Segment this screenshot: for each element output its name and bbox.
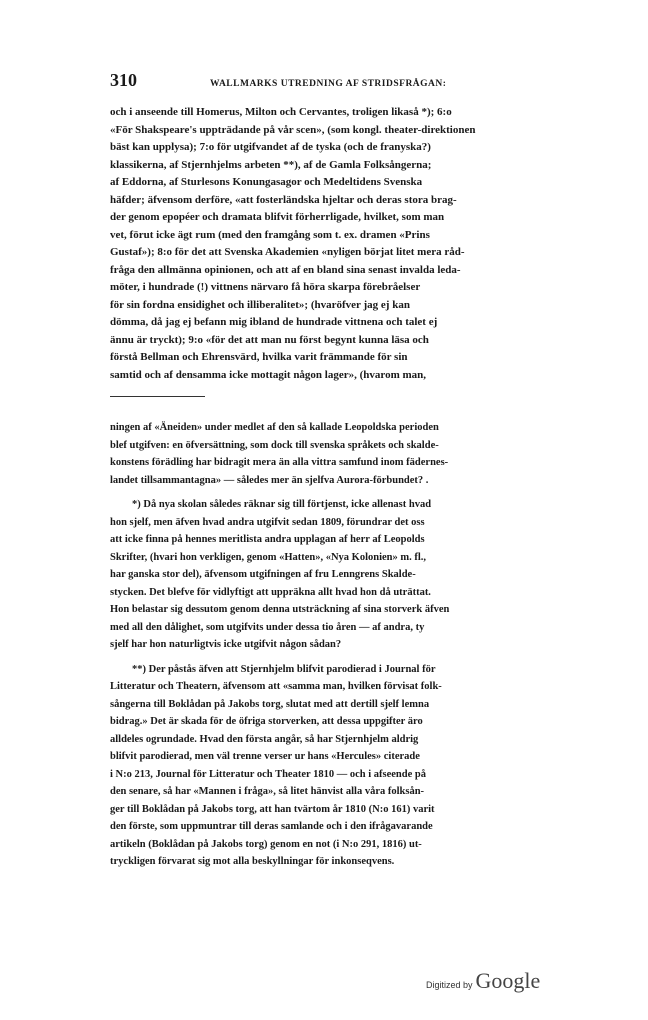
- running-title: WALLMARKS UTREDNING AF STRIDSFRÅGAN:: [210, 79, 447, 89]
- text-line: bidrag.» Det är skada för de öfriga storverken, att dessa uppgifter äro: [110, 716, 423, 727]
- text-line: hon sjelf, men äfven hvad andra utgifvit sedan 1809, förundrar det oss: [110, 516, 425, 528]
- text-line: **) Der påstås äfven att Stjernhjelm blifvit parodierad i Journal för: [132, 663, 436, 675]
- text-line: den förste, som uppmuntrar till deras samlande och i den ifrågavarande: [110, 821, 433, 832]
- text-line: ningen af «Äneiden» under medlet af den så kallade Leopoldska perioden: [110, 422, 439, 433]
- text-line: har ganska stor del), äfvensom utgifningen af fru Lenngrens Skalde-: [110, 569, 416, 580]
- text-line: blef utgifven: en öfversättning, som dock till svenska språkets och skalde-: [110, 439, 439, 451]
- text-line: samtid och af densamma icke mottagit någon lager», (hvarom man,: [110, 368, 427, 381]
- digitization-stamp: [426, 968, 540, 994]
- text-line: Hon belastar sig dessutom genom denna utsträckning af sina storverk äfven: [110, 604, 450, 615]
- text-line: Litteratur och Theatern, äfvensom att «samma man, hvilken förvisat folk-: [110, 681, 442, 692]
- text-line: möter, i hundrade (!) vittnens närvaro få höra skarpa förebråelser: [110, 281, 421, 293]
- text-line: den senare, så har «Mannen i fråga», så litet hänvist alla våra folksån-: [110, 786, 425, 797]
- text-line: konstens förädling har bidragit mera än alla vittra samfund inom fädernes-: [110, 457, 449, 468]
- main-text: [110, 104, 585, 384]
- text-line: artikeln (Boklådan på Jakobs torg) genom en not (i N:o 291, 1816) ut-: [110, 838, 422, 850]
- text-line: ännu är tryckt); 9:o «för det att man nu först begynt kunna läsa och: [110, 333, 429, 346]
- google-logo: Google: [475, 968, 541, 993]
- page: [110, 70, 585, 871]
- text-line: fråga den allmänna opinionen, och att af en bland sina senast invalda leda-: [110, 263, 461, 276]
- text-line: «För Shakspeare's uppträdande på vår scen», (som kongl. theater-direktionen: [110, 123, 476, 136]
- text-line: dömma, då jag ej befann mig ibland de hundrade vittnena och talet ej: [110, 316, 438, 328]
- text-line: vet, förut icke ägt rum (med den framgång som t. ex. dramen «Prins: [110, 228, 430, 241]
- text-line: bäst kan upplysa); 7:o för utgifvandet af de tyska (och de franyska?): [110, 141, 431, 153]
- footnote-divider: [110, 396, 205, 397]
- text-line: ger till Boklådan på Jakobs torg, att han tvärtom år 1810 (N:o 161) varit: [110, 803, 435, 815]
- text-line: Gustaf»); 8:o för det att Svenska Akademien «nyligen börjat litet mera råd-: [110, 246, 465, 258]
- text-line: Skrifter, (hvari hon verkligen, genom «Hatten», «Nya Kolonien» m. fl.,: [110, 551, 427, 563]
- text-line: alldeles ogrundade. Hvad den första angår, så har Stjernhjelm aldrig: [110, 733, 419, 745]
- text-line: blifvit parodierad, men väl trenne verser ur hans «Hercules» citerade: [110, 751, 420, 762]
- text-line: förstå Bellman och Ehrensvärd, hvilka varit främmande för sin: [110, 351, 408, 363]
- footnote-continuation: [110, 419, 585, 489]
- page-number: 310: [110, 70, 137, 90]
- text-line: stycken. Det blefve för vidlyftigt att uppräkna allt hvad hon då uträttat.: [110, 586, 431, 598]
- text-line: af Eddorna, af Sturlesons Konungasagor och Medeltidens Svenska: [110, 176, 423, 188]
- text-line: klassikerna, af Stjernhjelms arbeten **), af de Gamla Folksångerna;: [110, 158, 432, 171]
- text-line: och i anseende till Homerus, Milton och Cervantes, troligen likaså *); 6:o: [110, 106, 452, 118]
- text-line: sjelf har hon naturligtvis icke utgifvit någon sådan?: [110, 639, 342, 650]
- text-line: *) Då nya skolan således räknar sig till förtjenst, icke allenast hvad: [132, 499, 432, 510]
- text-line: med all den dålighet, som utgifvits under dessa tio åren — af andra, ty: [110, 621, 425, 633]
- text-line: landet tillsammantagna» — således mer än sjelfva Aurora-förbundet? .: [110, 474, 429, 486]
- footnote-2: [110, 661, 585, 871]
- text-line: häfder; äfvensom derföre, «att fosterländska hjeltar och deras stora brag-: [110, 193, 457, 206]
- digitized-by-label: Digitized by: [426, 980, 473, 990]
- text-line: i N:o 213, Journal för Litteratur och Theater 1810 — och i afseende på: [110, 768, 426, 780]
- text-line: att icke finna på hennes meritlista andra upplagan af herr af Leopolds: [110, 534, 425, 545]
- text-line: sångerna till Boklådan på Jakobs torg, slutat med att dertill sjelf lemna: [110, 698, 430, 710]
- page-header: [110, 70, 585, 96]
- footnote-1: [110, 496, 585, 654]
- text-line: der genom epopéer och dramata blifvit förherrligade, hvilket, som man: [110, 211, 445, 223]
- text-line: tryckligen förvarat sig mot alla beskyllningar för inkonseqvens.: [110, 856, 395, 867]
- text-line: för sin fordna ensidighet och illiberalitet»; (hvaröfver jag ej kan: [110, 298, 410, 311]
